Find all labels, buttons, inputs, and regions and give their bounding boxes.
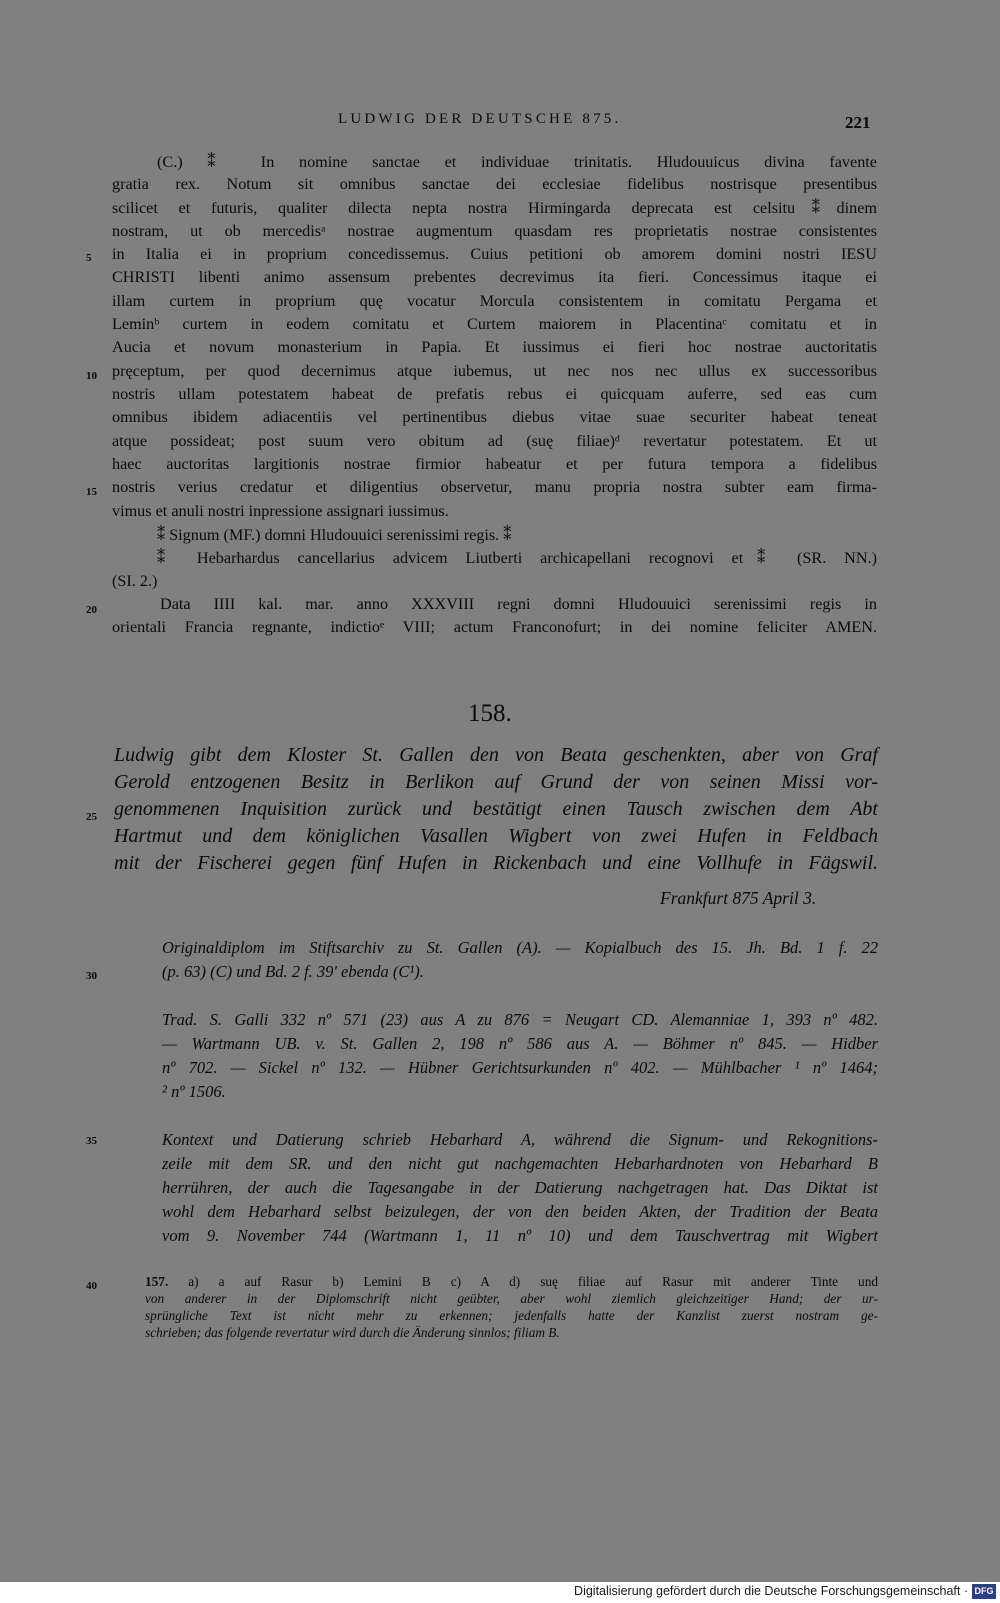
regest-line: Gerold entzogenen Besitz in Berlikon auf Grund der von seinen Missi vor- bbox=[114, 771, 878, 793]
literature-line: — Wartmann UB. v. St. Gallen 2, 198 nº 586 aus A. — Böhmer nº 845. — Hidber bbox=[162, 1034, 878, 1053]
diploma-line: haec auctoritas largitionis nostrae firmior habeatur et per futura tempora a fidelibus bbox=[112, 455, 877, 473]
diploma-line: pręceptum, per quod decernimus atque iubemus, ut nec nos nec ullus ex successoribus bbox=[112, 362, 877, 380]
regest-line: Ludwig gibt dem Kloster St. Gallen den von Beata geschenkten, aber von Graf bbox=[114, 744, 878, 766]
place-date: Frankfurt 875 April 3. bbox=[660, 888, 817, 908]
regest-line: mit der Fischerei gegen fünf Hufen in Rickenbach und eine Vollhufe in Fägswil. bbox=[114, 852, 878, 874]
diploma-line: atque possideat; post suum vero obitum ad (suę filiae)ᵈ revertatur potestatem. Et ut bbox=[112, 432, 877, 450]
diploma-line: vimus et anuli nostri inpressione assignari iussimus. bbox=[112, 502, 449, 520]
signum-line: ⁑ Signum (MF.) domni Hludouuici serenissimi regis. ⁑ bbox=[157, 526, 512, 544]
line-number: 15 bbox=[86, 486, 97, 498]
literature-line: nº 702. — Sickel nº 132. — Hübner Gerichtsurkunden nº 402. — Mühlbacher ¹ nº 1464; bbox=[162, 1058, 878, 1077]
diploma-line: (C.) ⁑ In nomine sanctae et individuae trinitatis. Hludouuicus divina favente bbox=[157, 153, 877, 171]
line-number: 30 bbox=[86, 970, 97, 982]
commentary-line: Kontext und Datierung schrieb Hebarhard A, während die Signum- und Rekognitions- bbox=[162, 1130, 878, 1149]
page-number: 221 bbox=[845, 113, 871, 132]
tradition-line: Originaldiplom im Stiftsarchiv zu St. Gallen (A). — Kopialbuch des 15. Jh. Bd. 1 f. 22 bbox=[162, 938, 878, 957]
footnote-line bbox=[145, 1274, 878, 1290]
literature-line: Trad. S. Galli 332 nº 571 (23) aus A zu 876 = Neugart CD. Alemanniae 1, 393 nº 482. bbox=[162, 1010, 878, 1029]
dating-line: orientali Francia regnante, indictioᵉ VIII; actum Franconofurt; in dei nomine feliciter AMEN. bbox=[112, 618, 877, 636]
diploma-line: nostris ullam potestatem habeat de prefatis rebus ei quicquam auferre, sed eas cum bbox=[112, 385, 877, 403]
footnote-line: sprüngliche Text ist nicht mehr zu erkennen; jedenfalls hatte der Kanzlist zuerst nostram ge- bbox=[145, 1308, 878, 1323]
diploma-line: illam curtem in proprium quę vocatur Morcula consistentem in comitatu Pergama et bbox=[112, 292, 877, 310]
line-number: 25 bbox=[86, 811, 97, 823]
diploma-line: nostris verius credatur et diligentius observetur, manu propria nostra subter eam firma- bbox=[112, 478, 877, 496]
literature-line: ² nº 1506. bbox=[162, 1082, 226, 1101]
dfg-logo: DFG bbox=[972, 1584, 996, 1599]
line-number: 5 bbox=[86, 252, 92, 264]
line-number: 40 bbox=[86, 1280, 97, 1292]
diploma-line: Aucia et novum monasterium in Papia. Et iussimus ei fieri hoc nostrae auctoritatis bbox=[112, 338, 877, 356]
regest-line: genommenen Inquisition zurück und bestätigt einen Tausch zwischen dem Abt bbox=[114, 798, 878, 820]
regest-line: Hartmut und dem königlichen Vasallen Wigbert von zwei Hufen in Feldbach bbox=[114, 825, 878, 847]
line-number: 10 bbox=[86, 370, 97, 382]
diploma-line: nostram, ut ob mercedisᵃ nostrae augmentum quasdam res proprietatis nostrae consistentes bbox=[112, 222, 877, 240]
diploma-line: scilicet et futuris, qualiter dilecta nepta nostra Hirmingarda deprecata est celsitu⁑dinem bbox=[112, 199, 877, 217]
footnote-line: schrieben; das folgende revertatur wird durch die Änderung sinnlos; filiam B. bbox=[145, 1325, 560, 1340]
commentary-line: zeile mit dem SR. und den nicht gut nachgemachten Hebarhardnoten von Hebarhard B bbox=[162, 1154, 878, 1173]
dating-line: Data IIII kal. mar. anno XXXVIII regni domni Hludouuici serenissimi regis in bbox=[160, 595, 877, 613]
footnote-number: 157. bbox=[145, 1274, 169, 1289]
document-number: 158. bbox=[468, 700, 512, 727]
tradition-line: (p. 63) (C) und Bd. 2 f. 39' ebenda (C¹). bbox=[162, 962, 424, 981]
footnote-text: a) a auf Rasur b) Lemini B c) A d) suę filiae auf Rasur mit anderer Tinte und bbox=[188, 1274, 878, 1289]
funding-banner bbox=[0, 1582, 1000, 1603]
diploma-line: omnibus ibidem adiacentiis vel pertinentibus diebus vitae suae securiter habeat teneat bbox=[112, 408, 877, 426]
commentary-line: herrühren, der auch die Tagesangabe in der Datierung nachgetragen hat. Das Diktat ist bbox=[162, 1178, 878, 1197]
funding-text: Digitalisierung gefördert durch die Deutsche Forschungsgemeinschaft · bbox=[574, 1584, 968, 1598]
diploma-line: gratia rex. Notum sit omnibus sanctae dei ecclesiae fidelibus nostrisque presentibus bbox=[112, 175, 877, 193]
diploma-line: in Italia ei in proprium concedissemus. Cuius petitioni ob amorem domini nostri IESU bbox=[112, 245, 877, 263]
recognition-line: ⁑ Hebarhardus cancellarius advicem Liutberti archicapellani recognovi et⁑ (SR. NN.) bbox=[157, 549, 877, 567]
footnote-line: von anderer in der Diplomschrift nicht geübter, aber wohl ziemlich gleichzeitiger Hand; der ur- bbox=[145, 1291, 878, 1306]
running-title: LUDWIG DER DEUTSCHE 875. bbox=[338, 111, 622, 127]
diploma-line: Leminᵇ curtem in eodem comitatu et Curtem maiorem in Placentinaᶜ comitatu et in bbox=[112, 315, 877, 333]
line-number: 20 bbox=[86, 604, 97, 616]
seal-line: (SI. 2.) bbox=[112, 572, 158, 590]
commentary-line: vom 9. November 744 (Wartmann 1, 11 nº 10) und dem Tauschvertrag mit Wigbert bbox=[162, 1226, 878, 1245]
diploma-line: CHRISTI libenti animo assensum prebentes decrevimus ita fieri. Concessimus itaque ei bbox=[112, 268, 877, 286]
line-number: 35 bbox=[86, 1135, 97, 1147]
commentary-line: wohl dem Hebarhard selbst beizulegen, der von den beiden Akten, der Tradition der Beata bbox=[162, 1202, 878, 1221]
